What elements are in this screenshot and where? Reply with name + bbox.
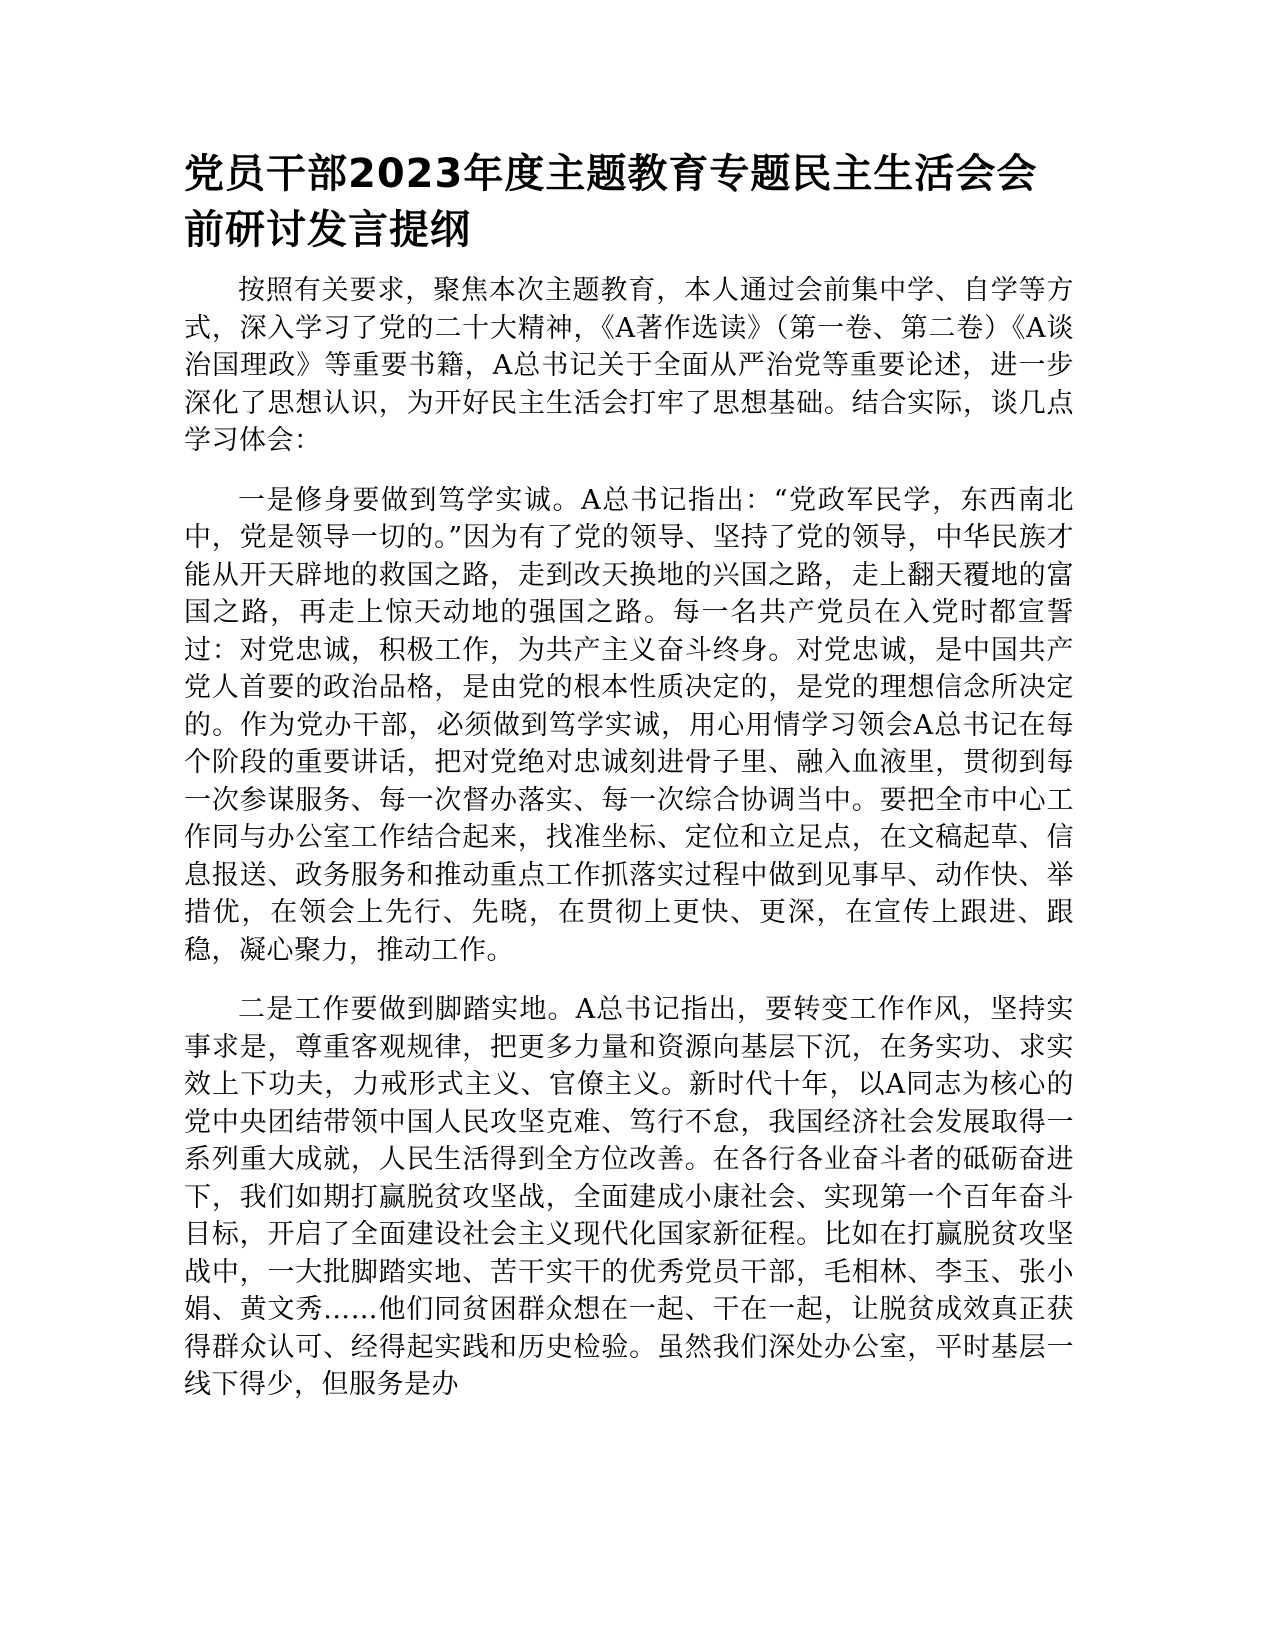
- intro-paragraph: 按照有关要求，聚焦本次主题教育，本人通过会前集中学、自学等方式，深入学习了党的二十大精神，《A著作选读》（第一卷、第二卷）《A谈治国理政》等重要书籍，A总书记关于全面从严治党等重要论述，进一步深化了思想认识，为开好民主生活会打牢了思想基础。结合实际，谈几点学习体会：: [184, 275, 1074, 456]
- section-one-paragraph: 一是修身要做到笃学实诚。A总书记指出：“党政军民学，东西南北中，党是领导一切的。”因为有了党的领导、坚持了党的领导，中华民族才能从开天辟地的救国之路，走到改天换地的兴国之路，走上翻天覆地的富国之路，再走上惊天动地的强国之路。每一名共产党员在入党时都宣誓过：对党忠诚，积极工作，为共产主义奋斗终身。对党忠诚，是中国共产党人首要的政治品格，是由党的根本性质决定的，是党的理想信念所决定的。作为党办干部，必须做到笃学实诚，用心用情学习领会A总书记在每个阶段的重要讲话，把对党绝对忠诚刻进骨子里、融入血液里，贯彻到每一次参谋服务、每一次督办落实、每一次综合协调当中。要把全市中心工作同与办公室工作结合起来，找准坐标、定位和立足点，在文稿起草、信息报送、政务服务和推动重点工作抓落实过程中做到见事早、动作快、举措优，在领会上先行、先晓，在贯彻上更快、更深，在宣传上跟进、跟稳，凝心聚力，推动工作。: [184, 484, 1074, 966]
- section-two-paragraph: 二是工作要做到脚踏实地。A总书记指出，要转变工作作风，坚持实事求是，尊重客观规律，把更多力量和资源向基层下沉，在务实功、求实效上下功夫，力戒形式主义、官僚主义。新时代十年，以A同志为核心的党中央团结带领中国人民攻坚克难、笃行不怠，我国经济社会发展取得一系列重大成就，人民生活得到全方位改善。在各行各业奋斗者的砥砺奋进下，我们如期打赢脱贫攻坚战，全面建成小康社会、实现第一个百年奋斗目标，开启了全面建设社会主义现代化国家新征程。比如在打赢脱贫攻坚战中，一大批脚踏实地、苦干实干的优秀党员干部，毛相林、李玉、张小娟、黄文秀……他们同贫困群众想在一起、干在一起，让脱贫成效真正获得群众认可、经得起实践和历史检验。虽然我们深处办公室，平时基层一线下得少，但服务是办: [184, 994, 1074, 1400]
- document-title: 党员干部2023年度主题教育专题民主生活会会前研讨发言提纲: [184, 151, 1038, 253]
- document-body: [184, 146, 1074, 1426]
